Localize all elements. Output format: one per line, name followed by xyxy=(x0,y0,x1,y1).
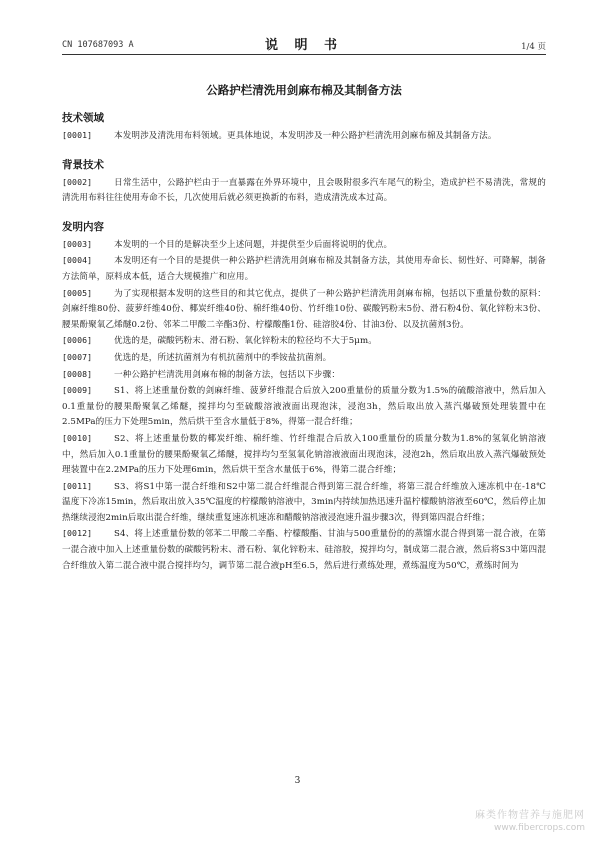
section-heading: 技术领域 xyxy=(62,112,104,124)
paragraph xyxy=(62,479,546,527)
paragraph-number: [0003] xyxy=(62,238,93,249)
section-heading: 发明内容 xyxy=(62,220,104,233)
paragraph-text: 本发明涉及清洗用布料领域。更具体地说，本发明涉及一种公路护栏清洗用剑麻布棉及其制备方法。 xyxy=(114,131,497,141)
watermark xyxy=(475,806,585,833)
paragraph-number: [0006] xyxy=(62,335,93,346)
paragraph-text: 本发明的一个目的是解决至少上述问题，并提供至少后面将说明的优点。 xyxy=(114,239,393,250)
paragraph xyxy=(62,253,546,285)
paragraph-text: 本发明还有一个目的是提供一种公路护栏清洗用剑麻布棉及其制备方法，其使用寿命长、韧性好、可降解，制备方法简单，原料成本低，适合大规模推广和应用。 xyxy=(62,256,546,282)
patent-number: CN 107687093 A xyxy=(62,40,134,50)
watermark-site-name: 麻类作物营养与施肥网 xyxy=(475,810,585,821)
paragraph xyxy=(62,128,546,145)
paragraph-number: [0009] xyxy=(62,385,93,396)
paragraph xyxy=(62,237,546,254)
paragraph-text: 优选的是，碳酸钙粉末、滑石粉、氧化锌粉末的粒径均不大于5μm。 xyxy=(114,336,377,347)
watermark-url: www.fibercrops.com xyxy=(494,823,585,833)
page-header xyxy=(62,34,546,55)
paragraph-text: 日常生活中，公路护栏由于一直暴露在外界环境中，且会吸附很多汽车尾气的粉尘，造成护栏不易清洗，常规的清洗用布料往往使用寿命不长，几次使用后就必须更换新的布料，造成清洗成本过高。 xyxy=(62,177,546,204)
paragraph-text: S2、将上述重量份数的椰炭纤维、棉纤维、竹纤维混合后放入100重量份的质量分数为1.8%的氢氧化钠溶液中，然后加入0.1重量份的腰果酚聚氧乙烯醚，搅拌均匀至氢氧化钠溶液液面出现泡沫，浸泡2h，然后取出放入蒸汽爆破预处理装置中在2.2MPa的压力下处理6min，然后烘干至含水量低于6%，得第二混合纤维； xyxy=(62,433,546,476)
paragraph xyxy=(62,431,546,479)
paragraph xyxy=(62,333,546,350)
paragraph xyxy=(62,383,546,431)
page-indicator: 1/4 页 xyxy=(521,42,546,52)
paragraph xyxy=(62,526,546,574)
document-title: 公路护栏清洗用剑麻布棉及其制备方法 xyxy=(206,83,402,97)
paragraph-number: [0002] xyxy=(62,176,93,187)
paragraph-text: S4、将上述重量份数的邻苯二甲酸二辛酯、柠檬酸酯、甘油与500重量份的的蒸馏水混合得到第一混合液，在第一混合液中加入上述重量份数的碳酸钙粉末、滑石粉、氧化锌粉末、硅溶胶，搅拌均匀，制成第二混合液，然后将S3中第四混合纤维放入第二混合液中混合搅拌均匀，调节第二混合液pH至6.5，然后进行煮练处理，煮练温度为50℃，煮练时间为 xyxy=(62,529,546,571)
paragraph-text: S1、将上述重量份数的剑麻纤维、菠萝纤维混合后放入200重量份的质量分数为1.5%的硫酸溶液中，然后加入0.1重量份的腰果酚聚氧乙烯醚，搅拌均匀至硫酸溶液液面出现泡沫，浸泡3h，然后取出放入蒸汽爆破预处理装置中在2.5MPa的压力下处理5min，然后烘干至含水量低于8%，得第一混合纤维； xyxy=(62,386,546,428)
paragraph-text: 优选的是，所述抗菌剂为有机抗菌剂中的季铵盐抗菌剂。 xyxy=(114,352,332,363)
paragraph-text: 一种公路护栏清洗用剑麻布棉的制备方法，包括以下步骤： xyxy=(114,369,341,380)
paragraph-number: [0007] xyxy=(62,351,93,362)
paragraph-number: [0004] xyxy=(62,255,93,266)
paragraph-number: [0012] xyxy=(62,528,93,539)
paragraph-number: [0010] xyxy=(62,432,93,443)
section-heading: 背景技术 xyxy=(62,158,104,171)
paragraph xyxy=(62,175,546,207)
paragraph xyxy=(62,286,546,334)
document-type: 说 明 书 xyxy=(264,38,344,53)
document-body xyxy=(62,110,546,574)
page-number: 3 xyxy=(294,776,301,786)
paragraph-text: S3、将S1中第一混合纤维和S2中第二混合纤维混合得到第三混合纤维，将第三混合纤维放入速冻机中在-18℃温度下冷冻15min，然后取出放入35℃温度的柠檬酸钠溶液中，3min内持续加热迅速升温柠檬酸钠溶液至60℃，然后停止加热继续浸泡2min后取出混合纤维，继续重复速冻机速冻和醋酸钠溶液浸泡速升温步骤3次，得到第四混合纤维； xyxy=(62,481,546,523)
paragraph-number: [0008] xyxy=(62,368,93,379)
paragraph-number: [0011] xyxy=(62,480,93,491)
paragraph-number: [0001] xyxy=(62,130,93,140)
paragraph xyxy=(62,350,546,367)
paragraph-number: [0005] xyxy=(62,287,93,298)
paragraph xyxy=(62,367,546,384)
paragraph-text: 为了实现根据本发明的这些目的和其它优点，提供了一种公路护栏清洗用剑麻布棉，包括以下重量份数的原料：剑麻纤维80份、菠萝纤维40份、椰炭纤维40份、棉纤维40份、竹纤维10份、碳酸钙粉末5份、滑石粉4份、氧化锌粉末3份、腰果酚聚氧乙烯醚0.2份、邻苯二甲酸二辛酯3份、柠檬酸酯1份、硅溶胶4份、甘油3份、以及抗菌剂3份。 xyxy=(62,288,546,330)
